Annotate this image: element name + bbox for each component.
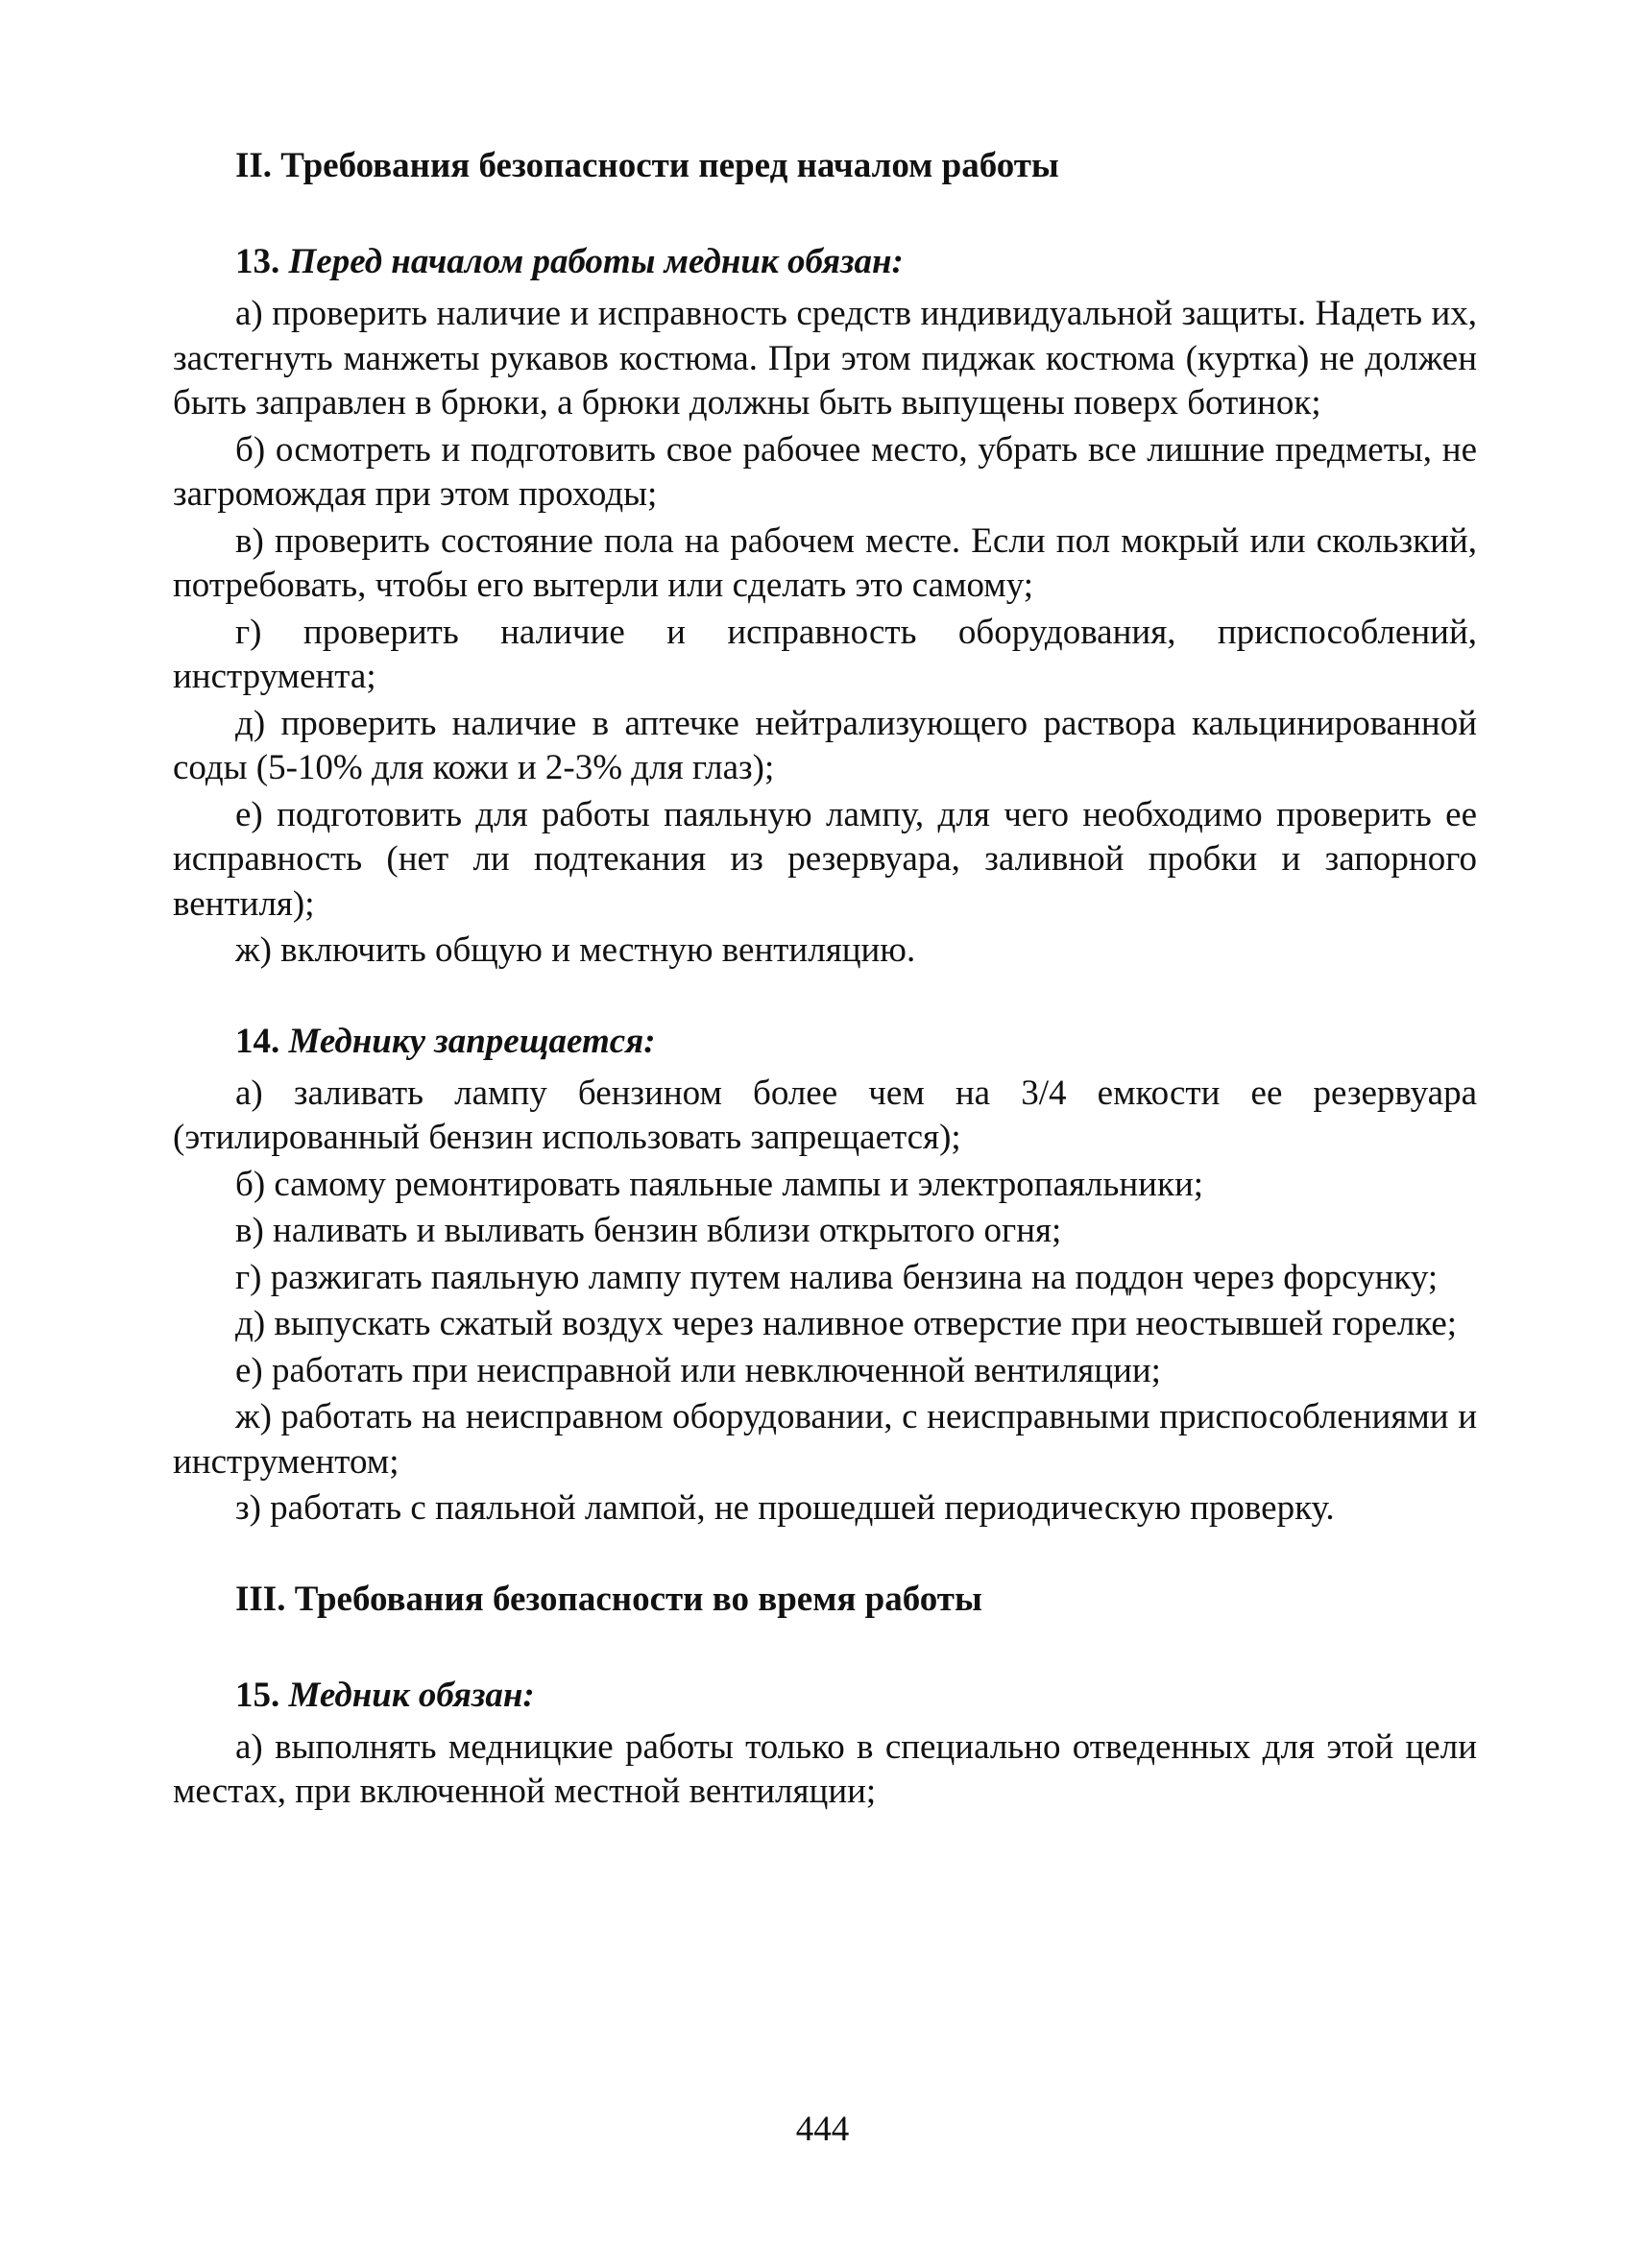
clause-13-item-g: г) проверить наличие и исправность оборудования, приспособлений, инструмента;: [173, 612, 1477, 696]
clause-14-item-g: г) разжигать паяльную лампу путем налива бензина на поддон через форсунку;: [235, 1257, 1439, 1297]
clause-14-item-d: д) выпускать сжатый воздух через наливное отверстие при неостывшей горелке;: [235, 1304, 1458, 1343]
clause-13-item-zh: ж) включить общую и местную вентиляцию.: [235, 930, 916, 970]
clause-14-item-a: а) заливать лампу бензином более чем на 3/4 емкости ее резервуара (этилированный бензин использовать запрещается);: [173, 1073, 1477, 1157]
clause-14-number: 14.: [235, 1021, 280, 1061]
clause-13-item-b: б) осмотреть и подготовить свое рабочее место, убрать все лишние предметы, не загромождая при этом проходы;: [173, 429, 1477, 514]
clause-15-item-a: а) выполнять медницкие работы только в специально отведенных для этой цели местах, при включенной местной вентиляции;: [173, 1726, 1477, 1811]
clause-13-item-v: в) проверить состояние пола на рабочем месте. Если пол мокрый или скользкий, потребовать, чтобы его вытерли или сделать это самому;: [173, 520, 1477, 605]
clause-15-title: [235, 1674, 1477, 1718]
clause-14-item-z: з) работать с паяльной лампой, не прошедшей периодическую проверку.: [235, 1488, 1335, 1528]
clause-14-title: [235, 1020, 1477, 1064]
clause-14-label: Меднику запрещается:: [288, 1021, 656, 1061]
clause-13-title: [235, 240, 1477, 284]
clause-13-item-e: е) подготовить для работы паяльную лампу, для чего необходимо проверить ее исправность (нет ли подтекания из резервуара, заливной пробки и запорного вентиля);: [173, 794, 1477, 924]
clause-13-label: Перед началом работы медник обязан:: [288, 242, 904, 281]
clause-13-item-d: д) проверить наличие в аптечке нейтрализующего раствора кальцинированной соды (5-10% для кожи и 2-3% для глаз);: [173, 703, 1477, 787]
clause-15-label: Медник обязан:: [288, 1675, 535, 1715]
document-page: [173, 144, 1477, 1817]
clause-13-number: 13.: [235, 242, 280, 281]
clause-15-number: 15.: [235, 1675, 280, 1715]
page-number: 444: [795, 2110, 850, 2149]
section-heading-3: III. Требования безопасности во время работы: [235, 1579, 982, 1619]
clause-14-item-zh: ж) работать на неисправном оборудовании, с неисправными приспособлениями и инструментом;: [173, 1397, 1477, 1482]
clause-13-item-a: а) проверить наличие и исправность средств индивидуальной защиты. Надеть их, застегнуть манжеты рукавов костюма. При этом пиджак костюма (куртка) не должен быть заправлен в брюки, а брюки должны быть выпущены поверх ботинок;: [173, 294, 1477, 422]
clause-14-item-b: б) самому ремонтировать паяльные лампы и электропаяльники;: [235, 1164, 1204, 1204]
clause-14-item-e: е) работать при неисправной или невключенной вентиляции;: [235, 1350, 1161, 1390]
clause-14-item-v: в) наливать и выливать бензин вблизи открытого огня;: [235, 1211, 1062, 1250]
section-heading-2: II. Требования безопасности перед началом работы: [235, 146, 1059, 185]
